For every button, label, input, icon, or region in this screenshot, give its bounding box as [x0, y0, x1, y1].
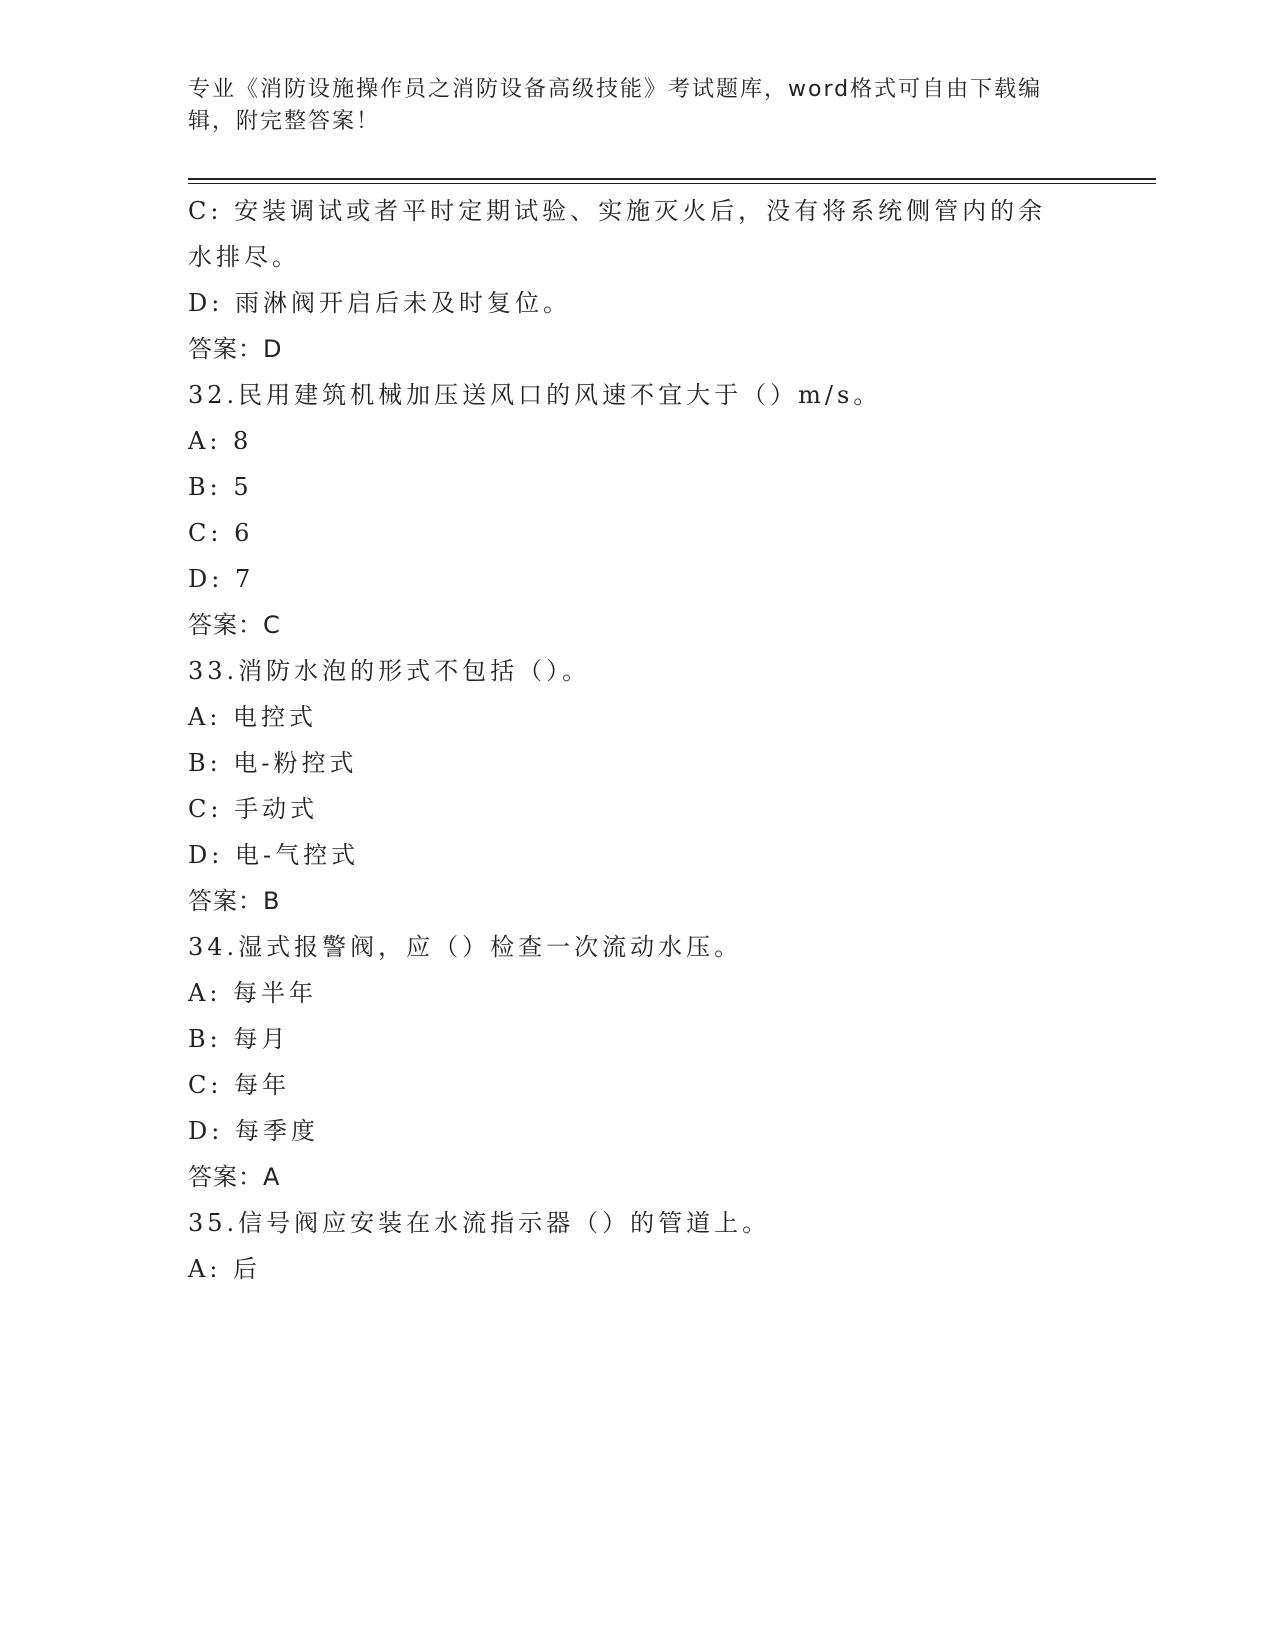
option-line: D: 电-气控式 — [188, 841, 360, 869]
option-line: B: 5 — [188, 473, 253, 501]
header-line-2: 辑，附完整答案！ — [188, 109, 381, 134]
question-block — [188, 188, 1088, 372]
header-divider-thin — [188, 183, 1156, 184]
question-text: 33.消防水泡的形式不包括（）。 — [188, 657, 591, 685]
option-line: A: 后 — [188, 1255, 262, 1283]
question-block — [188, 1200, 1088, 1292]
question-text: 32.民用建筑机械加压送风口的风速不宜大于（）m/s。 — [188, 381, 882, 409]
header-divider-thick — [188, 178, 1156, 180]
question-block — [188, 648, 1088, 924]
option-line: A: 电控式 — [188, 703, 318, 731]
answer-line: 答案：D — [188, 335, 283, 363]
option-line: A: 每半年 — [188, 979, 318, 1007]
option-line: B: 电-粉控式 — [188, 749, 358, 777]
question-text: 34.湿式报警阀，应（）检查一次流动水压。 — [188, 933, 743, 961]
option-line: C: 手动式 — [188, 795, 319, 823]
question-block — [188, 924, 1088, 1200]
answer-line: 答案：B — [188, 887, 281, 915]
option-line: B: 每月 — [188, 1025, 290, 1053]
document-header — [188, 74, 1068, 138]
answer-line: 答案：C — [188, 611, 281, 639]
question-text: 35.信号阀应安装在水流指示器（）的管道上。 — [188, 1209, 771, 1237]
header-line-1: 专业《消防设施操作员之消防设备高级技能》考试题库，word格式可自由下载编 — [188, 77, 1043, 102]
option-line: D: 雨淋阀开启后未及时复位。 — [188, 289, 571, 317]
option-line: A: 8 — [188, 427, 253, 455]
option-line: D: 每季度 — [188, 1117, 319, 1145]
question-block — [188, 372, 1088, 648]
option-line: C: 6 — [188, 519, 254, 547]
option-line: C: 每年 — [188, 1071, 291, 1099]
option-line: D: 7 — [188, 565, 255, 593]
option-line: C: 安装调试或者平时定期试验、实施灭火后，没有将系统侧管内的余 — [188, 197, 1047, 225]
question-list — [188, 188, 1088, 1292]
answer-line: 答案：A — [188, 1163, 281, 1191]
option-line: 水排尽。 — [188, 243, 300, 271]
